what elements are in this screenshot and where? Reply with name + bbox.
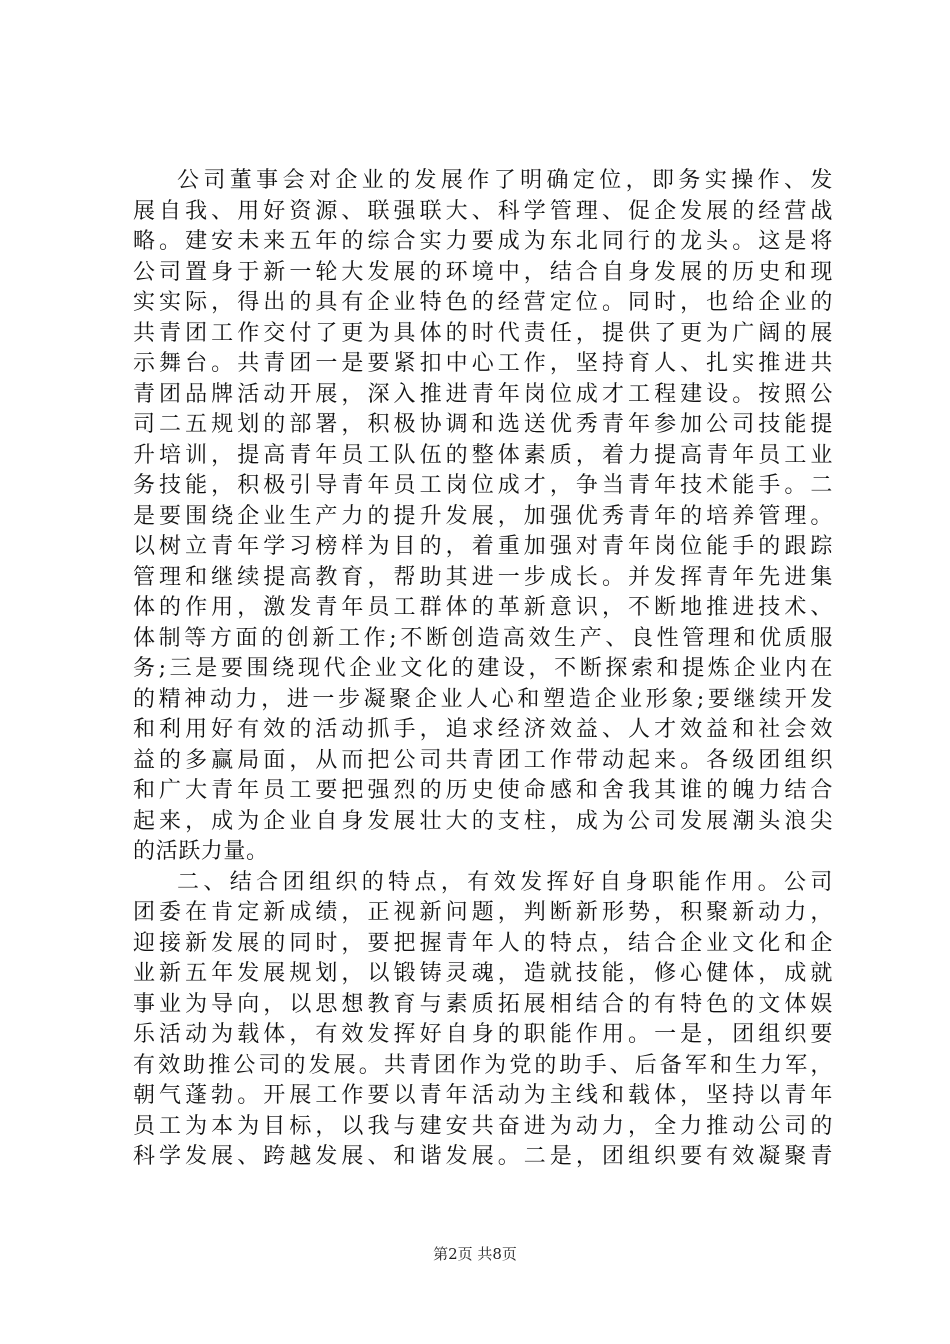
text-line: 朝气蓬勃。开展工作要以青年活动为主线和载体，坚持以青年 bbox=[133, 1083, 833, 1108]
text-line: 务;三是要围绕现代企业文化的建设，不断探索和提炼企业内在 bbox=[133, 656, 833, 681]
text-line: 务技能，积极引导青年员工岗位成才，争当青年技术能手。二 bbox=[133, 473, 833, 498]
text-line: 迎接新发展的同时，要把握青年人的特点，结合企业文化和企 bbox=[133, 930, 833, 956]
text-line: 二、结合团组织的特点，有效发挥好自身职能作用。公司 bbox=[177, 869, 833, 895]
text-line: 有效助推公司的发展。共青团作为党的助手、后备军和生力军， bbox=[133, 1052, 833, 1078]
text-line: 示舞台。共青团一是要紧扣中心工作，坚持育人、扎实推进共 bbox=[133, 351, 833, 376]
paragraph-2 bbox=[133, 868, 833, 1173]
text-line: 略。建安未来五年的综合实力要成为东北同行的龙头。这是将 bbox=[133, 229, 833, 254]
text-line: 事业为导向，以思想教育与素质拓展相结合的有特色的文体娱 bbox=[133, 991, 833, 1017]
text-line: 共青团工作交付了更为具体的时代责任，提供了更为广阔的展 bbox=[133, 320, 833, 346]
text-line: 是要围绕企业生产力的提升发展，加强优秀青年的培养管理。 bbox=[133, 503, 833, 529]
text-line: 业新五年发展规划，以锻铸灵魂，造就技能，修心健体，成就 bbox=[133, 961, 833, 986]
text-line: 的活跃力量。 bbox=[133, 839, 269, 864]
text-line: 公司置身于新一轮大发展的环境中，结合自身发展的历史和现 bbox=[133, 259, 833, 285]
text-line: 起来，成为企业自身发展壮大的支柱，成为公司发展潮头浪尖 bbox=[133, 808, 833, 834]
text-line: 管理和继续提高教育，帮助其进一步成长。并发挥青年先进集 bbox=[133, 564, 833, 590]
page-footer bbox=[0, 1244, 950, 1264]
text-line: 益的多赢局面，从而把公司共青团工作带动起来。各级团组织 bbox=[133, 747, 833, 773]
text-line: 以树立青年学习榜样为目的，着重加强对青年岗位能手的跟踪 bbox=[133, 534, 833, 559]
text-line: 乐活动为载体，有效发挥好自身的职能作用。一是，团组织要 bbox=[133, 1022, 833, 1047]
page-number: 第2页 共8页 bbox=[433, 1245, 517, 1263]
text-line: 升培训，提高青年员工队伍的整体素质，着力提高青年员工业 bbox=[133, 442, 833, 468]
text-line: 体的作用，激发青年员工群体的革新意识，不断地推进技术、 bbox=[133, 595, 833, 620]
text-line: 实实际，得出的具有企业特色的经营定位。同时，也给企业的 bbox=[133, 290, 833, 315]
paragraph-1 bbox=[133, 166, 833, 868]
text-line: 和利用好有效的活动抓手，追求经济效益、人才效益和社会效 bbox=[133, 717, 833, 742]
text-line: 展自我、用好资源、联强联大、科学管理、促企发展的经营战 bbox=[133, 198, 833, 224]
text-line: 公司董事会对企业的发展作了明确定位，即务实操作、发 bbox=[177, 168, 833, 193]
text-line: 体制等方面的创新工作;不断创造高效生产、良性管理和优质服 bbox=[133, 625, 833, 651]
text-line: 团委在肯定新成绩，正视新问题，判断新形势，积聚新动力， bbox=[133, 900, 833, 925]
text-line: 科学发展、跨越发展、和谐发展。二是，团组织要有效凝聚青 bbox=[133, 1144, 833, 1169]
text-line: 员工为本为目标，以我与建安共奋进为动力，全力推动公司的 bbox=[133, 1113, 833, 1139]
text-line: 的精神动力，进一步凝聚企业人心和塑造企业形象;要继续开发 bbox=[133, 686, 833, 712]
text-line: 青团品牌活动开展，深入推进青年岗位成才工程建设。按照公 bbox=[133, 381, 833, 407]
text-line: 和广大青年员工要把强烈的历史使命感和舍我其谁的魄力结合 bbox=[133, 778, 833, 803]
document-body bbox=[133, 166, 833, 1173]
text-line: 司二五规划的部署，积极协调和选送优秀青年参加公司技能提 bbox=[133, 412, 833, 437]
